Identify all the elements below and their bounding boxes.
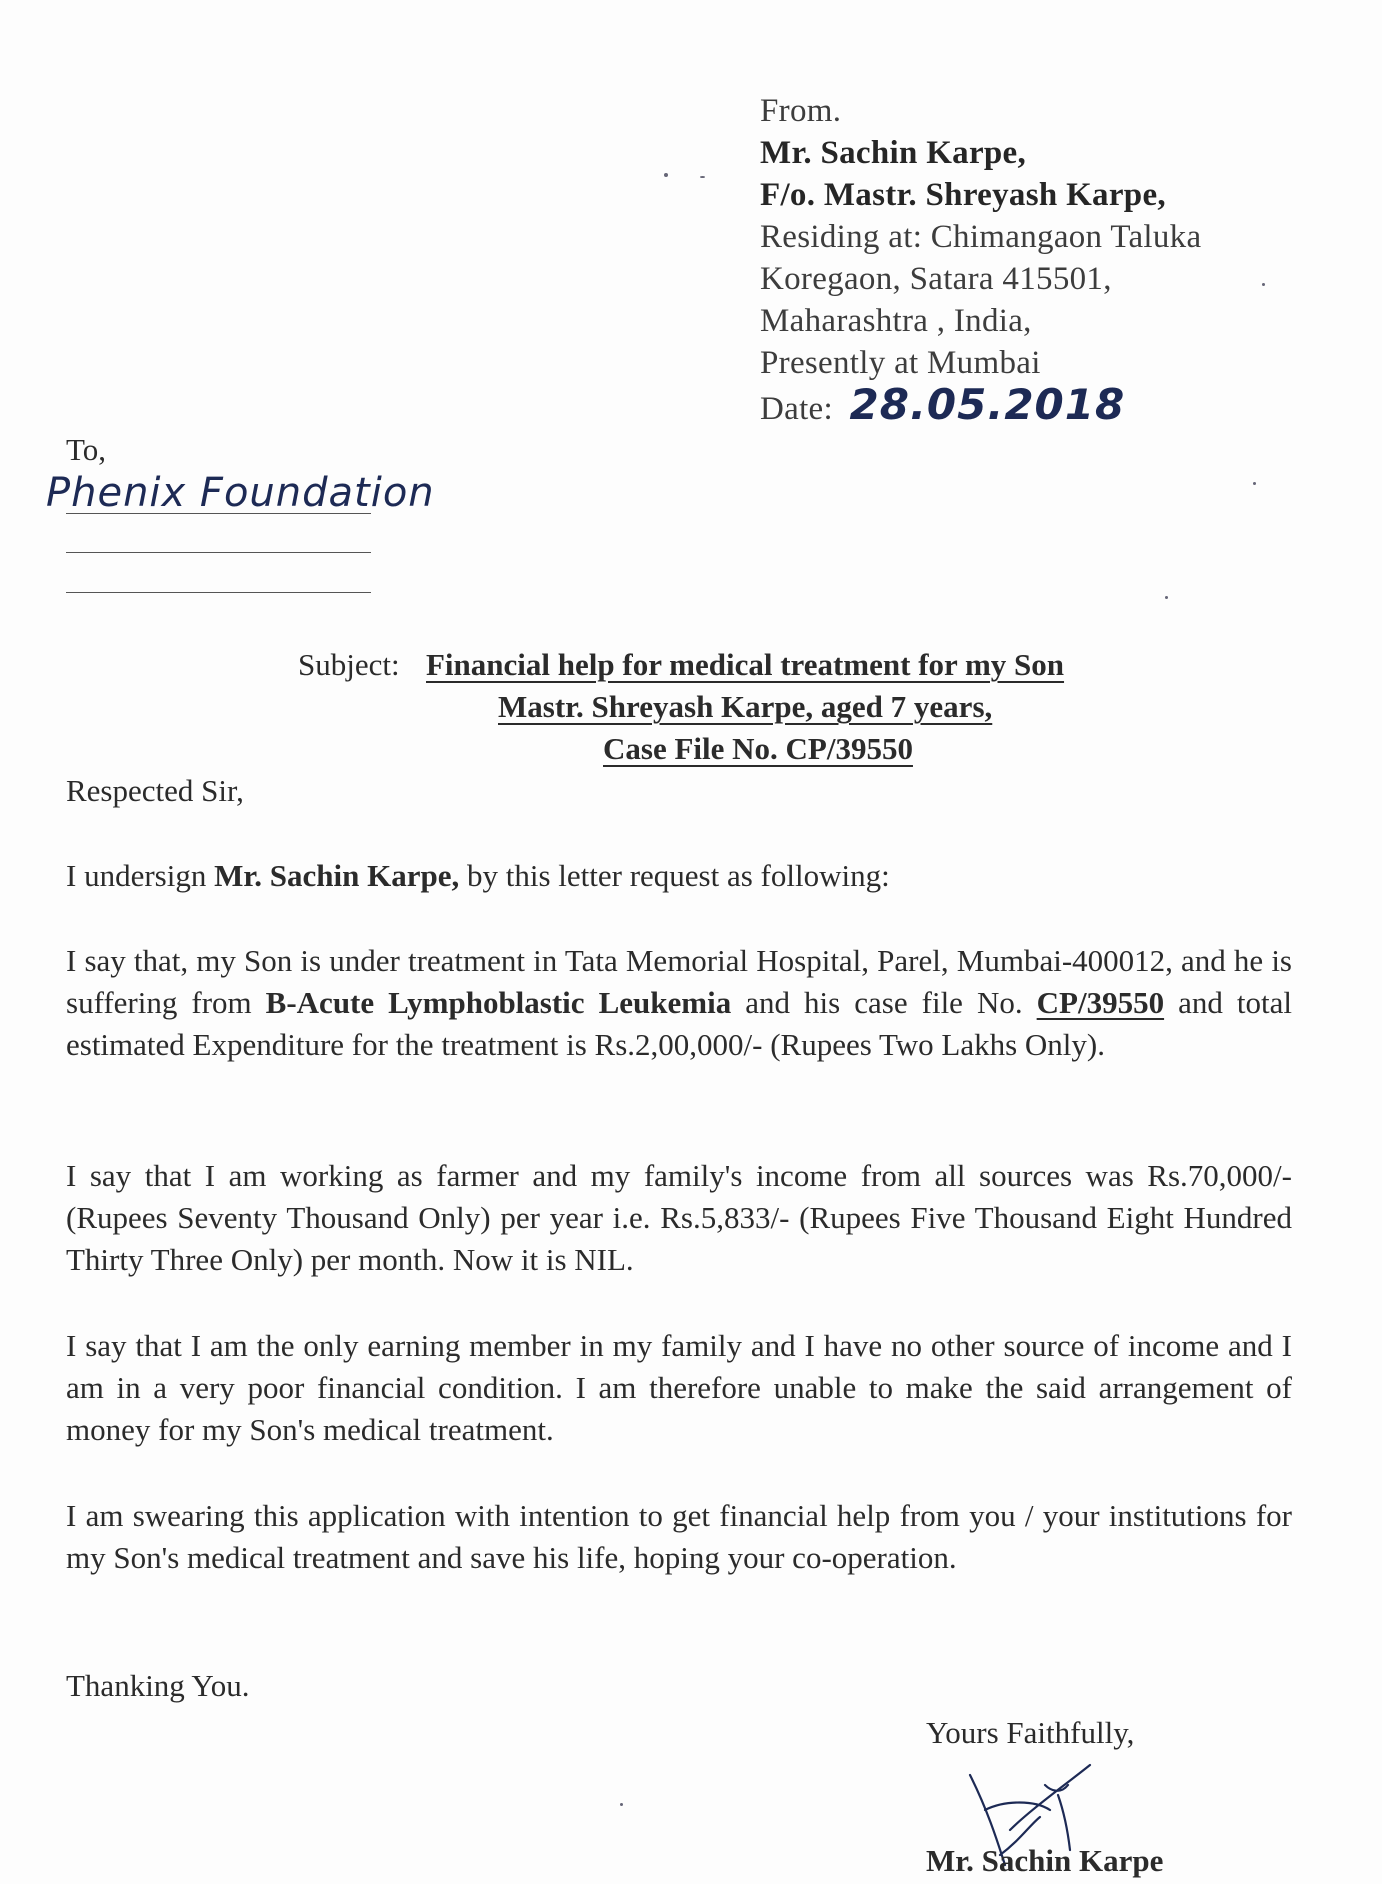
closing: Yours Faithfully, (926, 1715, 1135, 1750)
para1-post: by this letter request as following: (459, 858, 890, 893)
sender-address-line4: Presently at Mumbai (760, 345, 1041, 381)
address-blank-line-3 (66, 592, 371, 593)
signer-name: Mr. Sachin Karpe (926, 1843, 1164, 1878)
paragraph-income: I say that I am working as farmer and my family's income from all sources was Rs.70,000/- (Rupees Seventy Thousand Only) per year i.e. Rs.5,833/- (Rupees Five Thousand Eight Hundred Thirty Three Only) per month. Now it is NIL. (66, 1158, 1292, 1277)
para2-post: and total estimated Expenditure for the treatment is Rs.2,00,000/- (Rupees Two Lakhs Only). (66, 985, 1293, 1062)
date-value: 28.05.2018 (849, 380, 1126, 429)
sender-address-line3: Maharashtra , India, (760, 303, 1032, 339)
paragraph-request: I am swearing this application with intention to get financial help from you / your institutions for my Son's medical treatment and save his life, hoping your co-operation. (66, 1498, 1292, 1575)
para2-file-no: CP/39550 (1036, 985, 1165, 1020)
address-blank-line-2 (66, 552, 371, 553)
date-label: Date: (760, 391, 833, 427)
scan-speck (1253, 482, 1256, 485)
to-label: To, (66, 432, 107, 467)
scan-speck (620, 1803, 623, 1806)
recipient-name: Phenix Foundation (46, 470, 435, 516)
para2-mid: and his case file No. (731, 985, 1037, 1020)
sender-address-line2: Koregaon, Satara 415501, (760, 261, 1112, 297)
paragraph-condition: I say that I am the only earning member in my family and I have no other source of income and I am in a very poor financial condition. I am therefore unable to make the said arrangement of money for my Son's medical treatment. (66, 1328, 1292, 1447)
recipient-block (66, 430, 106, 470)
para2-pre: I say that, my Son is under treatment in Tata Memorial Hospital, Parel, Mumbai-400012, and he is suffering from (66, 943, 1292, 1020)
subject-line-2: Mastr. Shreyash Karpe, aged 7 years, (498, 689, 993, 724)
subject-line-1: Financial help for medical treatment for my Son (426, 647, 1065, 682)
scan-speck (664, 173, 668, 177)
para1-pre: I undersign (66, 858, 215, 893)
date-line (760, 380, 1320, 430)
subject-line-3: Case File No. CP/39550 (603, 731, 913, 766)
salutation: Respected Sir, (66, 773, 244, 808)
scan-speck (1262, 283, 1265, 286)
from-label: From. (760, 93, 842, 129)
paragraph-intro (66, 855, 1292, 897)
scan-speck (700, 176, 705, 178)
scan-speck (1165, 596, 1168, 599)
paragraph-treatment (66, 940, 1292, 1066)
para1-name: Mr. Sachin Karpe, (214, 858, 460, 893)
sender-name: Mr. Sachin Karpe, (760, 135, 1027, 171)
subject-label: Subject: (298, 647, 400, 682)
para2-disease: B-Acute Lymphoblastic Leukemia (265, 985, 732, 1020)
sender-block (760, 90, 1320, 430)
sender-relation: F/o. Mastr. Shreyash Karpe, (760, 177, 1166, 213)
address-blank-line-1 (66, 513, 371, 514)
sender-address-line1: Residing at: Chimangaon Taluka (760, 219, 1202, 255)
thanks: Thanking You. (66, 1668, 250, 1703)
